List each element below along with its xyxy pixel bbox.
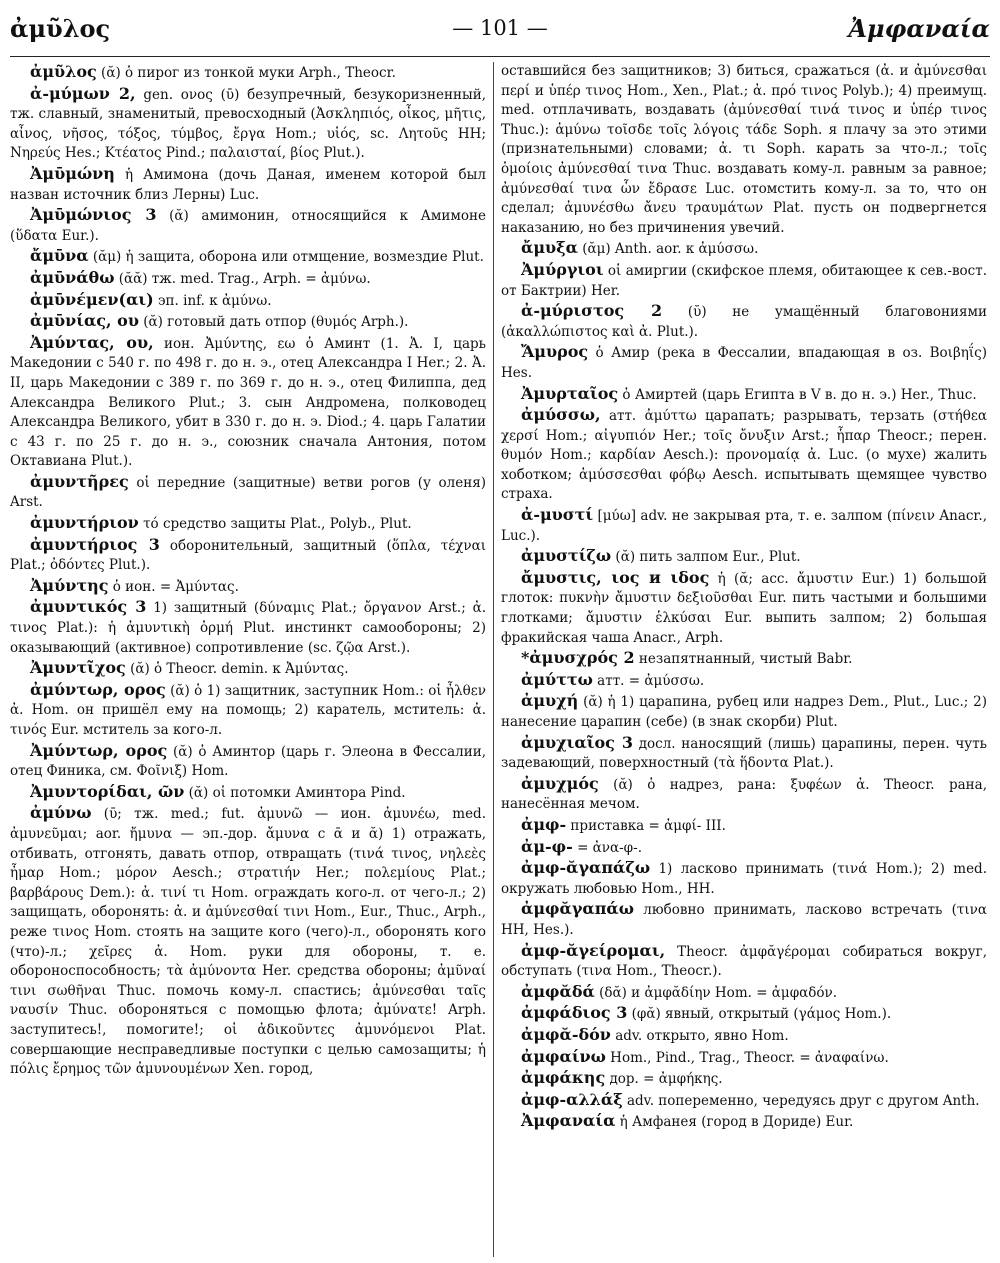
entry-definition: Theocr. ἀμφᾰγέρομαι собираться вокруг, обступать (τινα Hom., Theocr.). (501, 943, 987, 980)
dictionary-entry (501, 301, 987, 342)
entry-headword: Ἀμῡμώνιος 3 (30, 205, 157, 225)
dictionary-entry (10, 164, 486, 205)
dictionary-entry (10, 205, 486, 246)
dictionary-entry (501, 815, 987, 837)
entry-definition: приставка = ἀμφί- III. (566, 817, 726, 834)
dictionary-entry (501, 62, 987, 238)
entry-headword: ἀμύντωρ, ορος (30, 679, 166, 699)
dictionary-entry (10, 472, 486, 513)
column-divider (493, 62, 494, 1257)
entry-definition: adv. открыто, явно Hom. (610, 1027, 789, 1044)
entry-definition: (ῠ) не умащённый благовониями (ἀκαλλώπιστος καὶ ἀ. Plut.). (501, 304, 988, 340)
dictionary-entry (10, 803, 486, 1079)
entry-headword: ἀμῡνέμεν(αι) (30, 289, 154, 309)
entry-headword: Ἀμυντῖχος (30, 658, 126, 678)
entry-definition: ион. Ἀμύντης, εω ὁ Аминт (1. Ἀ. I, царь Македонии с 540 г. по 498 г. до н. э., отец Александра I Her.; 2. Ἀ. II, царь Македонии с 389 г. по 369 г. до н. э., отец Филиппа, дед Александра Великого Plut.; 3. сын Андромена, полководец Александра Великого, убит в 330 г. до н. э. Diod.; 4. царь Галатии с 43 г. по 25 г. до н. э., союзник сначала Антония, потом Октавиана Plut.). (10, 335, 487, 470)
entry-headword: ἀμύττω (521, 669, 593, 689)
entry-definition: ἡ Амфанея (город в Дориде) Eur. (615, 1114, 854, 1131)
dictionary-entry (501, 405, 987, 505)
entry-definition: οἱ амиргии (скифское племя, обитающее к сев.-вост. от Бактрии) Her. (501, 262, 987, 299)
entry-headword: Ἀμύντας, ου, (30, 332, 154, 352)
entry-headword: ἀμυντήριον (30, 513, 139, 533)
header-rule (10, 56, 990, 57)
entry-definition: (ᾰ) ὁ надрез, рана: ξυφέων ἀ. Theocr. рана, нанесённая мечом. (501, 776, 987, 813)
entry-definition: (ᾰ) ἡ 1) царапина, рубец или надрез Dem., Plut., Luc.; 2) нанесение царапин (себе) (в знак скорби) Plut. (501, 694, 987, 730)
entry-definition: Hom., Pind., Trag., Theocr. = ἀναφαίνω. (605, 1049, 889, 1066)
entry-definition: досл. наносящий (лишь) царапины, перен. чуть задевающий, поверхностный (τὰ ἥδοντα Plat.). (501, 735, 988, 772)
entry-definition: ὁ ион. = Ἀμύντας. (108, 578, 239, 595)
entry-headword: ἀμυντικός 3 (30, 597, 147, 617)
entry-headword: ἀμ-φ- (521, 836, 573, 856)
entry-headword: Ἄμυρος (521, 342, 589, 362)
dictionary-entry (501, 384, 987, 406)
entry-definition: (δᾰ) и ἀμφᾰδίην Hom. = ἀμφαδόν. (594, 984, 838, 1001)
entry-definition: (ᾰ) готовый дать отпор (θυμός Arph.). (138, 314, 409, 331)
dictionary-entry (10, 576, 486, 598)
entry-headword: *ἀμυσχρός 2 (521, 648, 635, 668)
entry-definition: (ᾰᾰ) тж. med. Trag., Arph. = ἀμύνω. (114, 270, 371, 287)
dictionary-entry (501, 670, 987, 692)
dictionary-entry (10, 782, 486, 804)
dictionary-entry (501, 837, 987, 859)
dictionary-entry (501, 260, 987, 301)
entry-headword: ἀμφαίνω (521, 1046, 606, 1066)
dictionary-entry (501, 648, 987, 670)
entry-definition: οἱ передние (защитные) ветви рогов (у оленя) Arst. (10, 474, 486, 511)
entry-definition: (ᾰ) пить залпом Eur., Plut. (611, 549, 801, 566)
entry-definition: (ᾰ) ὁ Аминтор (царь г. Элеона в Фессалии, отец Финика, см. Φοῖνιξ) Hom. (10, 743, 486, 780)
entry-headword: ἀμῡνίας, ου (30, 311, 139, 331)
entry-headword: ἀμῡνάθω (30, 267, 115, 287)
dictionary-entry (501, 899, 987, 940)
left-column (10, 62, 486, 1080)
entry-definition: (ᾰ) ὁ пирог из тонкой муки Arph., Theocr. (96, 65, 396, 81)
entry-headword: ἀμυντῆρες (30, 471, 129, 491)
dictionary-entry (501, 691, 987, 732)
entry-headword: ἄμυξα (521, 238, 578, 258)
entry-definition: эп. inf. к ἀμύνω. (153, 292, 272, 309)
entry-definition: 1) ласково принимать (τινά Hom.); 2) med. окружать любовью Hom., HH. (501, 861, 987, 897)
entry-headword: ἀμύνω (30, 803, 92, 823)
entry-definition: (φᾰ) явный, открытый (γάμος Hom.). (627, 1006, 892, 1023)
dictionary-entry (501, 546, 987, 568)
entry-definition: любовно принимать, ласково встречать (τινα HH, Hes.). (501, 902, 987, 938)
dictionary-entry (501, 941, 987, 982)
entry-headword: ἀμυχμός (521, 773, 599, 793)
dictionary-entry (10, 268, 486, 290)
entry-headword: ἀ-μύμων 2, (30, 83, 136, 103)
entry-headword: ἀμύσσω, (521, 405, 601, 425)
entry-definition: = ἀνα-φ-. (572, 839, 642, 856)
entry-definition: дор. = ἀμφήκης. (605, 1071, 723, 1088)
entry-headword: ἀμφ- (521, 814, 567, 834)
page-number: — 101 — (452, 16, 548, 40)
dictionary-entry (10, 741, 486, 782)
entry-headword: ἀμφ-ᾰγείρομαι, (521, 940, 666, 960)
dictionary-entry (501, 1047, 987, 1069)
entry-headword: ἀμφάκης (521, 1068, 606, 1088)
entry-headword: Ἀμυρταῖος (521, 383, 619, 403)
entry-headword: ἀμφᾰγαπάω (521, 899, 634, 919)
entry-headword: ἀμυχή (521, 691, 579, 711)
right-column (501, 62, 987, 1133)
entry-headword: Ἀμύντης (30, 575, 109, 595)
entry-headword: ἀμφᾰδά (521, 981, 595, 1001)
dictionary-entry (501, 1111, 987, 1133)
page-header (10, 8, 990, 42)
dictionary-entry (501, 1025, 987, 1047)
dictionary-entry (10, 62, 486, 84)
entry-definition: (ῡ; тж. med.; fut. ἀμυνῶ — ион. ἀμυνέω, med. ἀμυνεῦμαι; aor. ἤμυνα — эп.-дор. ἄμυνα с ᾱ и ᾰ) 1) отражать, отбивать, отгонять, давать отпор, отвращать (τινά τινος, νηλεὲς ἦμαρ Hom.; μόρον Aesch.; στρατιήν Her.; πολεμίους Plat.; βαρβάρους Dem.): ἀ. τινί τι Hom. ограждать кого-л. от чего-л.; 2) защищать, оборонять: ἀ. и ἀμύνεσθαί τινι Hom., Eur., Thuc., Arph., реже τινος Hom. стоять на защите кого (чего)-л., оборонять кого (что)-л.; χεῖρες ἀ. Hom. руки для обороны, т. е. обороноспособность; τὰ ἀμύνοντα Her. средства обороны; ἀμῦναί τινι σωθῆναι Thuc. помочь кому-л. спастись; ἀμύνεσθαι ταῖς ναυσίν Thuc. обороняться с помощью флота; ἀμύνατε! Arph. заступитесь!, помогите!; οἱ ἀδικοῦντες ἀμυνόμενοι Plat. совершающие несправедливые поступки с целью самозащиты; ἡ πόλις ἔρημος τῶν ἀμυνουμένων Xen. город, (10, 806, 486, 1078)
dictionary-entry (501, 342, 987, 383)
entry-headword: ἀμῦλος (30, 62, 97, 81)
entry-headword: ἀμφ-ᾰγαπάζω (521, 858, 651, 878)
dictionary-entry (10, 535, 486, 576)
entry-definition: τό средство защиты Plat., Polyb., Plut. (138, 516, 412, 533)
entry-definition: gen. ονος (ῡ) безупречный, безукоризненный, тж. славный, знаменитый, превосходный (Ἀσκληπιός, οἶκος, μῆτις, αἶνος, νῆσος, τόξος, τύμβος, ἔργα Hom.; υἱός, sc. Λητοῦς HH; Νηρεύς Hes.; Κτέατος Pind.; παλαισταί, βίος Plut.). (10, 86, 486, 162)
entry-headword: ἀμυχιαῖος 3 (521, 732, 633, 752)
entry-definition: оборонительный, защитный (ὅπλα, τέχναι Plat.; ὀδόντες Plut.). (10, 537, 487, 574)
dictionary-entry (10, 597, 486, 658)
entry-definition: adv. попеременно, чередуясь друг с другом Anth. (622, 1092, 980, 1109)
entry-headword: ἀμφ-αλλάξ (521, 1089, 623, 1109)
entry-headword: Ἀμῡμώνη (30, 163, 115, 183)
dictionary-entry (501, 1068, 987, 1090)
dictionary-entry (10, 333, 486, 472)
entry-definition: оставшийся без защитников; 3) биться, сражаться (ἀ. и ἀμύνεσθαι περί и ὑπέρ τινος Hom., Xen., Plat.; ἀ. πρό τινος Polyb.); 4) преимущ. med. отплачивать, воздавать (ἀμύνεσθαί τινά τινος и ὑπέρ τινος Thuc.): ἀμύνω τοῖσδε τοῖς λόγοις τάδε Soph. я плачу за это этими (признательными) словами; ἀ. τι Soph. карать за что-л.; τοῖς ὁμοίοις ἀμύνεσθαί τινα Thuc. воздавать кому-л. равным за равное; ἀμύνεσθαί τινα ὧν ἔδρασε Luc. отомстить кому-л. за то, что он сделал; ἀμυνέσθω ἄνευ τραυμάτων Plat. пусть он подвергнется наказанию, но без причинения увечий. (501, 63, 987, 236)
entry-definition: атт. ἀμύττω царапать; разрывать, терзать (στήθεα χερσί Hom.; αἰγυπιόν Her.; τοῖς ὄνυξιν Arst.; ἧπαρ Theocr.; перен. θυμόν Hom.; καρδίαν Aesch.): προνομαίᾳ ἀ. Luc. (о мухе) жалить хоботком; ἀμύσσεσθαι φόβῳ Aesch. испытывать щемящее чувство страха. (501, 408, 987, 503)
entry-definition: (ᾰ) οἱ потомки Аминтора Pind. (184, 784, 406, 801)
dictionary-entry (501, 982, 987, 1004)
dictionary-entry (501, 1090, 987, 1112)
entry-definition: 1) защитный (δύναμις Plat.; ὄργανον Arst.; ἀ. τινος Plat.): ἡ ἀμυντικὴ ὁρμή Plut. инстинкт самообороны; 2) оказывающий (активное) сопротивление (sc. ζῷα Arst.). (10, 600, 486, 656)
dictionary-entry (501, 858, 987, 899)
dictionary-entry (501, 568, 987, 648)
dictionary-entry (10, 513, 486, 535)
entry-definition: ὁ Амир (река в Фессалии, впадающая в оз. Βοιβηΐς) Hes. (501, 345, 987, 381)
entry-headword: Ἀμφαναία (521, 1111, 616, 1131)
dictionary-entry (10, 680, 486, 741)
header-first-word: ἀμῦλος (10, 14, 111, 43)
entry-headword: ἄμῡνα (30, 246, 89, 266)
entry-definition: (ᾰ) амимонин, относящийся к Амимоне (ὕδατα Eur.). (10, 208, 486, 244)
entry-definition: (ᾰ) ὁ 1) защитник, заступник Hom.: οἱ ἦλθεν ἀ. Hom. он пришёл ему на помощь; 2) каратель, мститель: ἀ. τινός Eur. мститель за кого-л. (10, 682, 486, 738)
header-last-word: Ἀμφαναία (848, 14, 990, 43)
entry-definition: ἡ Амимона (дочь Даная, именем которой был назван источник близ Лерны) Luc. (10, 166, 486, 203)
entry-definition: незапятнанный, чистый Babr. (634, 651, 853, 668)
dictionary-entry (501, 774, 987, 815)
entry-definition: ἡ (ᾰ; acc. ἄμυστιν Eur.) 1) большой глоток: πυκνὴν ἄμυστιν δεξιοῦσθαι Eur. пить частыми и большими глотками; ἄμυστιν ἑλκύσαι Eur. выпить залпом; 2) большая фракийская чаша Anacr., Arph. (501, 570, 988, 646)
dictionary-entry (10, 311, 486, 333)
dictionary-entry (501, 238, 987, 260)
entry-definition: атт. = ἀμύσσω. (592, 672, 705, 689)
entry-headword: Ἀμύργιοι (521, 259, 604, 279)
entry-definition: (ᾰμ) ἡ защита, оборона или отмщение, возмездие Plut. (88, 249, 484, 266)
dictionary-entry (10, 658, 486, 680)
entry-headword: Ἀμυντορίδαι, ῶν (30, 781, 185, 801)
entry-headword: ἀ-μυστί (521, 505, 594, 525)
entry-definition: (ᾰ) ὁ Theocr. demin. к Ἀμύντας. (125, 661, 349, 678)
dictionary-entry (10, 246, 486, 268)
entry-headword: ἀμφᾰ-δόν (521, 1024, 611, 1044)
entry-headword: ἀμφάδιος 3 (521, 1003, 628, 1023)
entry-headword: ἀμυστίζω (521, 546, 612, 566)
entry-headword: ἀ-μύριστος 2 (521, 301, 663, 321)
entry-headword: ἄμυστις, ιος и ιδος (521, 567, 710, 587)
entry-headword: Ἀμύντωρ, ορος (30, 740, 168, 760)
entry-definition: [μύω] adv. не закрывая рта, т. е. залпом (πίνειν Anacr., Luc.). (501, 508, 987, 544)
dictionary-entry (501, 1003, 987, 1025)
dictionary-entry (501, 733, 987, 774)
entry-definition: (ᾰμ) Anth. aor. к ἀμύσσω. (577, 241, 759, 258)
entry-definition: ὁ Амиртей (царь Египта в V в. до н. э.) Her., Thuc. (618, 386, 977, 403)
entry-headword: ἀμυντήριος 3 (30, 534, 160, 554)
dictionary-entry (10, 290, 486, 312)
dictionary-entry (501, 505, 987, 546)
dictionary-entry (10, 84, 486, 164)
